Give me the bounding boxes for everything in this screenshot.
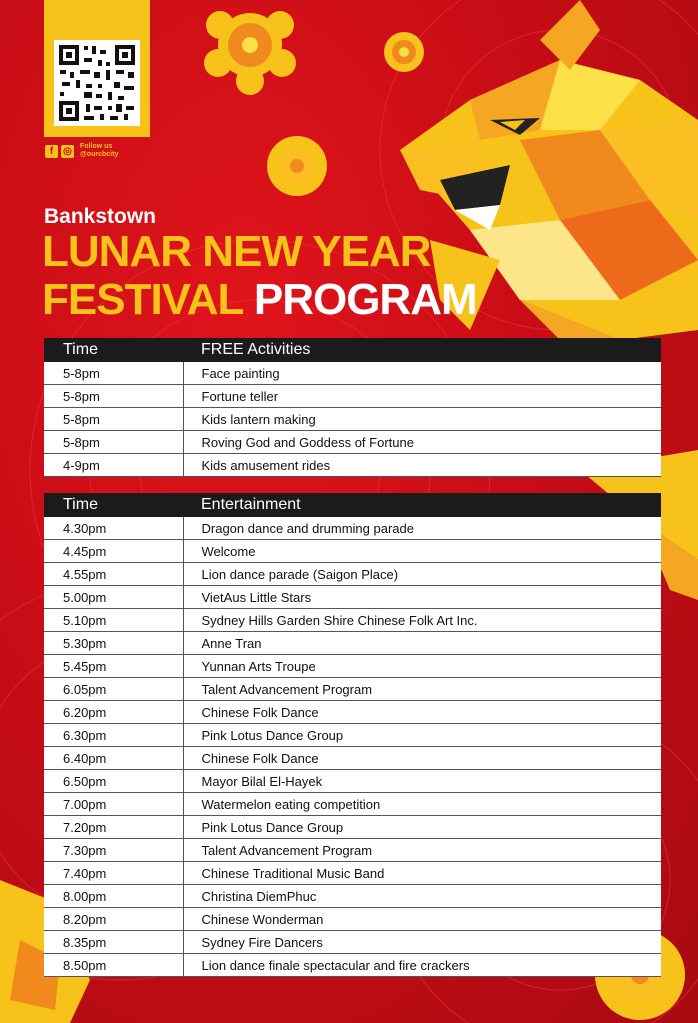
social-handle: @ourcbcity <box>80 151 119 158</box>
event-cell: Pink Lotus Dance Group <box>183 816 661 839</box>
time-cell: 5-8pm <box>44 362 183 385</box>
event-cell: Chinese Wonderman <box>183 908 661 931</box>
table-row <box>44 885 661 908</box>
event-cell: Roving God and Goddess of Fortune <box>183 431 661 454</box>
table-row <box>44 793 661 816</box>
time-cell: 4-9pm <box>44 454 183 477</box>
event-cell: Chinese Folk Dance <box>183 701 661 724</box>
table-row <box>44 908 661 931</box>
time-cell: 8.35pm <box>44 931 183 954</box>
time-cell: 5.30pm <box>44 632 183 655</box>
event-cell: Fortune teller <box>183 385 661 408</box>
time-cell: 5.10pm <box>44 609 183 632</box>
table-row <box>44 454 661 477</box>
time-cell: 5-8pm <box>44 408 183 431</box>
table-row <box>44 431 661 454</box>
event-cell: Chinese Traditional Music Band <box>183 862 661 885</box>
event-cell: Christina DiemPhuc <box>183 885 661 908</box>
time-cell: 4.45pm <box>44 540 183 563</box>
table-row <box>44 408 661 431</box>
time-cell: 5.45pm <box>44 655 183 678</box>
time-cell: 5-8pm <box>44 431 183 454</box>
entertainment-table <box>44 493 661 977</box>
time-cell: 7.30pm <box>44 839 183 862</box>
title-festival: FESTIVAL <box>42 275 243 324</box>
event-cell: Talent Advancement Program <box>183 678 661 701</box>
table-row <box>44 724 661 747</box>
column-header-activities: FREE Activities <box>183 338 661 362</box>
time-cell: 6.30pm <box>44 724 183 747</box>
table-row <box>44 655 661 678</box>
table-row <box>44 586 661 609</box>
event-cell: VietAus Little Stars <box>183 586 661 609</box>
table-row <box>44 954 661 977</box>
table-row <box>44 839 661 862</box>
event-cell: Sydney Hills Garden Shire Chinese Folk Art Inc. <box>183 609 661 632</box>
event-cell: Kids lantern making <box>183 408 661 431</box>
time-cell: 5.00pm <box>44 586 183 609</box>
title-line-2 <box>42 275 477 324</box>
event-cell: Yunnan Arts Troupe <box>183 655 661 678</box>
table-row <box>44 747 661 770</box>
time-cell: 6.40pm <box>44 747 183 770</box>
table-row <box>44 609 661 632</box>
event-cell: Face painting <box>183 362 661 385</box>
time-cell: 4.55pm <box>44 563 183 586</box>
event-cell: Anne Tran <box>183 632 661 655</box>
time-cell: 7.40pm <box>44 862 183 885</box>
table-row <box>44 540 661 563</box>
column-header-entertainment: Entertainment <box>183 493 661 517</box>
column-header-time: Time <box>44 338 183 362</box>
event-cell: Chinese Folk Dance <box>183 747 661 770</box>
time-cell: 6.05pm <box>44 678 183 701</box>
time-cell: 8.20pm <box>44 908 183 931</box>
instagram-icon[interactable]: ◎ <box>61 145 74 158</box>
title-location: Bankstown <box>44 205 157 228</box>
event-cell: Pink Lotus Dance Group <box>183 724 661 747</box>
column-header-time: Time <box>44 493 183 517</box>
time-cell: 4.30pm <box>44 517 183 540</box>
event-cell: Dragon dance and drumming parade <box>183 517 661 540</box>
event-cell: Talent Advancement Program <box>183 839 661 862</box>
table-header-row <box>44 493 661 517</box>
table-row <box>44 816 661 839</box>
time-cell: 7.20pm <box>44 816 183 839</box>
time-cell: 7.00pm <box>44 793 183 816</box>
social-links <box>45 143 118 159</box>
event-cell: Welcome <box>183 540 661 563</box>
title-line-1: LUNAR NEW YEAR <box>42 227 431 276</box>
table-row <box>44 362 661 385</box>
social-text <box>80 143 118 159</box>
table-row <box>44 862 661 885</box>
table-row <box>44 385 661 408</box>
facebook-icon[interactable]: f <box>45 145 58 158</box>
table-row <box>44 770 661 793</box>
event-cell: Lion dance parade (Saigon Place) <box>183 563 661 586</box>
event-cell: Lion dance finale spectacular and fire crackers <box>183 954 661 977</box>
event-cell: Mayor Bilal El-Hayek <box>183 770 661 793</box>
free-activities-table <box>44 338 661 477</box>
table-row <box>44 701 661 724</box>
time-cell: 5-8pm <box>44 385 183 408</box>
table-header-row <box>44 338 661 362</box>
table-row <box>44 632 661 655</box>
table-row <box>44 517 661 540</box>
follow-label: Follow us <box>80 143 113 150</box>
time-cell: 8.50pm <box>44 954 183 977</box>
event-cell: Kids amusement rides <box>183 454 661 477</box>
table-row <box>44 931 661 954</box>
time-cell: 6.50pm <box>44 770 183 793</box>
qr-code[interactable] <box>54 40 140 126</box>
table-row <box>44 563 661 586</box>
title-program: PROGRAM <box>253 275 477 324</box>
time-cell: 6.20pm <box>44 701 183 724</box>
qr-code-panel <box>44 0 150 137</box>
table-row <box>44 678 661 701</box>
time-cell: 8.00pm <box>44 885 183 908</box>
event-cell: Sydney Fire Dancers <box>183 931 661 954</box>
event-cell: Watermelon eating competition <box>183 793 661 816</box>
